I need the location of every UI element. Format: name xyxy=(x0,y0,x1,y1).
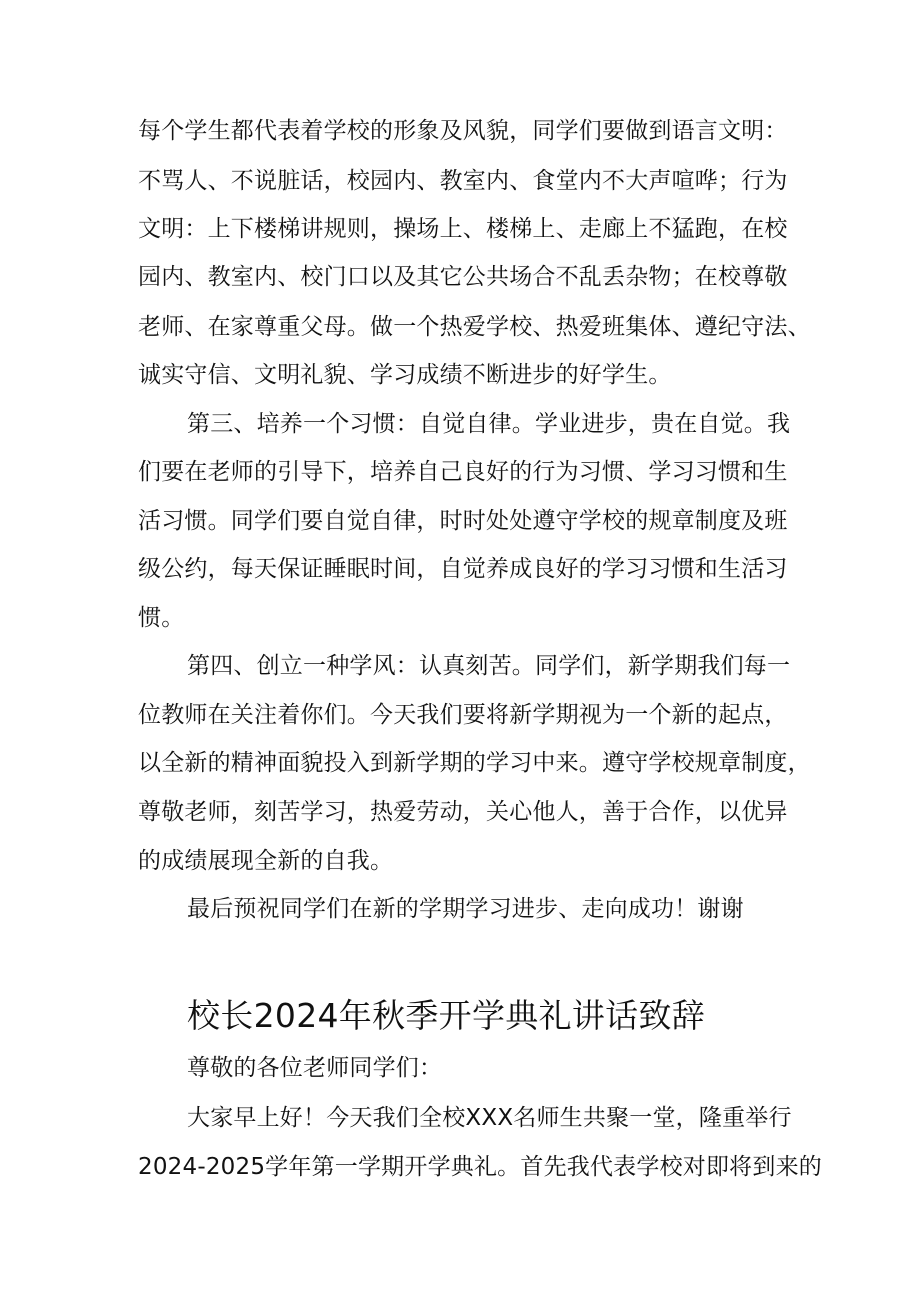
paragraph-line: 每个学生都代表着学校的形象及风貌，同学们要做到语言文明： xyxy=(138,118,788,144)
paragraph-line: 级公约，每天保证睡眠时间，自觉养成良好的学习习惯和生活习 xyxy=(138,556,788,582)
paragraph-line: 位教师在关注着你们。今天我们要将新学期视为一个新的起点， xyxy=(138,702,788,728)
paragraph-line: 诚实守信、文明礼貌、学习成绩不断进步的好学生。 xyxy=(138,362,672,388)
paragraph-line: 不骂人、不说脏话，校园内、教室内、食堂内不大声喧哗；行为 xyxy=(138,168,788,194)
paragraph-line: 以全新的精神面貌投入到新学期的学习中来。遵守学校规章制度， xyxy=(138,750,811,776)
paragraph-line: 园内、教室内、校门口以及其它公共场合不乱丢杂物；在校尊敬 xyxy=(138,264,788,290)
paragraph-line: 的成绩展现全新的自我。 xyxy=(138,848,394,874)
paragraph-line: 第四、创立一种学风：认真刻苦。同学们，新学期我们每一 xyxy=(187,653,791,679)
paragraph-line: 2024-2025学年第一学期开学典礼。首先我代表学校对即将到来的 xyxy=(138,1154,822,1180)
paragraph-line: 惯。 xyxy=(138,605,185,631)
paragraph-line: 文明：上下楼梯讲规则，操场上、楼梯上、走廊上不猛跑，在校 xyxy=(138,216,788,242)
greeting-line: 尊敬的各位老师同学们： xyxy=(187,1055,443,1081)
speech-title: 校长2024年秋季开学典礼讲话致辞 xyxy=(187,996,706,1035)
paragraph-line: 尊敬老师，刻苦学习，热爱劳动，关心他人，善于合作，以优异 xyxy=(138,799,788,825)
paragraph-line: 大家早上好！今天我们全校XXX名师生共聚一堂，隆重举行 xyxy=(187,1105,792,1131)
paragraph-line: 活习惯。同学们要自觉自律，时时处处遵守学校的规章制度及班 xyxy=(138,508,788,534)
closing-line: 最后预祝同学们在新的学期学习进步、走向成功！谢谢 xyxy=(187,896,744,922)
paragraph-line: 第三、培养一个习惯：自觉自律。学业进步，贵在自觉。我 xyxy=(187,411,791,437)
paragraph-line: 老师、在家尊重父母。做一个热爱学校、热爱班集体、遵纪守法、 xyxy=(138,314,811,340)
paragraph-line: 们要在老师的引导下，培养自己良好的行为习惯、学习习惯和生 xyxy=(138,459,788,485)
